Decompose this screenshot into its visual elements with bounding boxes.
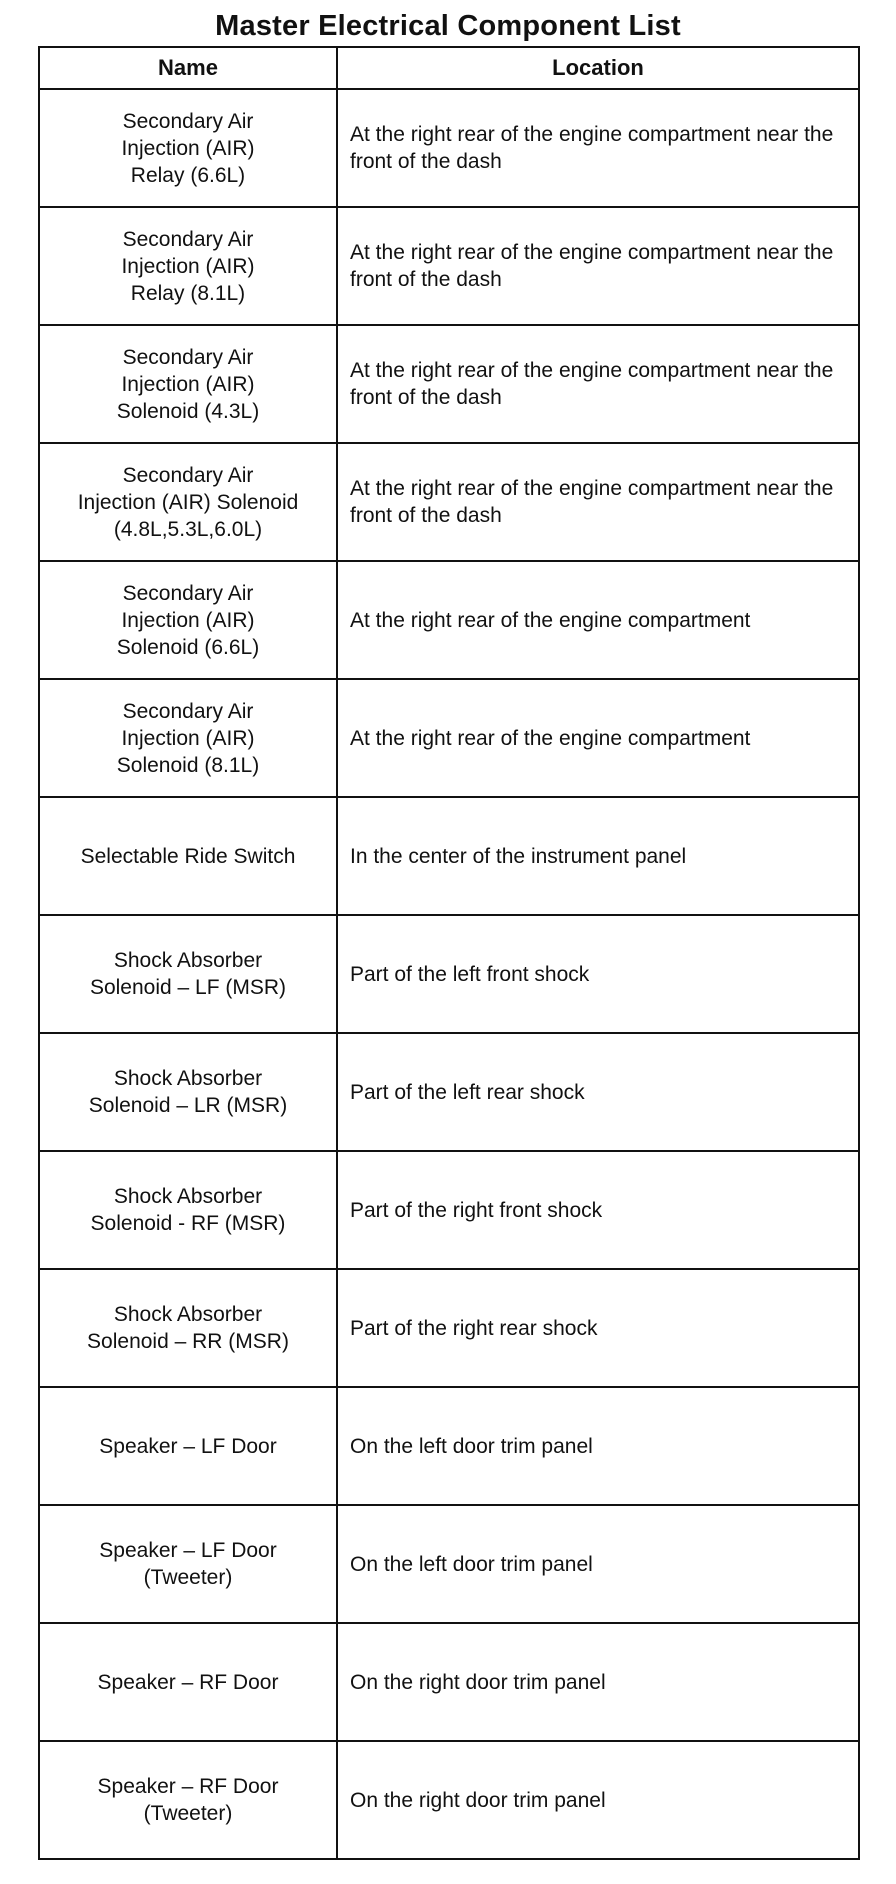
table-row <box>39 679 859 797</box>
component-location-cell: At the right rear of the engine compartment near the front of the dash <box>337 89 859 207</box>
component-location-cell: On the left door trim panel <box>337 1505 859 1623</box>
component-location-cell: Part of the right front shock <box>337 1151 859 1269</box>
component-name-cell: Shock Absorber Solenoid – LR (MSR) <box>39 1033 337 1151</box>
table-row <box>39 1269 859 1387</box>
component-name-cell: Shock Absorber Solenoid - RF (MSR) <box>39 1151 337 1269</box>
table-row <box>39 915 859 1033</box>
component-location-cell: At the right rear of the engine compartment <box>337 561 859 679</box>
table-row <box>39 89 859 207</box>
table-row <box>39 1151 859 1269</box>
component-location-cell: On the right door trim panel <box>337 1741 859 1859</box>
component-name-cell: Selectable Ride Switch <box>39 797 337 915</box>
component-location-cell: On the right door trim panel <box>337 1623 859 1741</box>
component-name-cell: Speaker – LF Door (Tweeter) <box>39 1505 337 1623</box>
component-name-cell: Secondary Air Injection (AIR) Solenoid (4.8L,5.3L,6.0L) <box>39 443 337 561</box>
table-row <box>39 561 859 679</box>
component-name-cell: Speaker – RF Door (Tweeter) <box>39 1741 337 1859</box>
component-name-cell: Secondary Air Injection (AIR) Solenoid (6.6L) <box>39 561 337 679</box>
component-location-cell: At the right rear of the engine compartment near the front of the dash <box>337 443 859 561</box>
table-row <box>39 325 859 443</box>
component-name-cell: Secondary Air Injection (AIR) Solenoid (4.3L) <box>39 325 337 443</box>
table-row <box>39 207 859 325</box>
table-row <box>39 443 859 561</box>
component-name-cell: Speaker – LF Door <box>39 1387 337 1505</box>
column-header-name: Name <box>39 47 337 89</box>
component-name-cell: Secondary Air Injection (AIR) Relay (6.6L) <box>39 89 337 207</box>
component-name-cell: Shock Absorber Solenoid – RR (MSR) <box>39 1269 337 1387</box>
table-row <box>39 1387 859 1505</box>
component-location-cell: At the right rear of the engine compartment near the front of the dash <box>337 325 859 443</box>
table-row <box>39 1505 859 1623</box>
component-location-cell: On the left door trim panel <box>337 1387 859 1505</box>
table-header-row <box>39 47 859 89</box>
component-table <box>38 46 860 1860</box>
component-location-cell: At the right rear of the engine compartment <box>337 679 859 797</box>
table-row <box>39 797 859 915</box>
component-location-cell: In the center of the instrument panel <box>337 797 859 915</box>
component-name-cell: Shock Absorber Solenoid – LF (MSR) <box>39 915 337 1033</box>
component-name-cell: Speaker – RF Door <box>39 1623 337 1741</box>
page-title: Master Electrical Component List <box>215 10 681 42</box>
column-header-location: Location <box>337 47 859 89</box>
component-name-cell: Secondary Air Injection (AIR) Solenoid (8.1L) <box>39 679 337 797</box>
component-location-cell: Part of the right rear shock <box>337 1269 859 1387</box>
component-name-cell: Secondary Air Injection (AIR) Relay (8.1L) <box>39 207 337 325</box>
table-row <box>39 1741 859 1859</box>
component-location-cell: At the right rear of the engine compartment near the front of the dash <box>337 207 859 325</box>
component-location-cell: Part of the left rear shock <box>337 1033 859 1151</box>
table-row <box>39 1623 859 1741</box>
table-row <box>39 1033 859 1151</box>
component-location-cell: Part of the left front shock <box>337 915 859 1033</box>
